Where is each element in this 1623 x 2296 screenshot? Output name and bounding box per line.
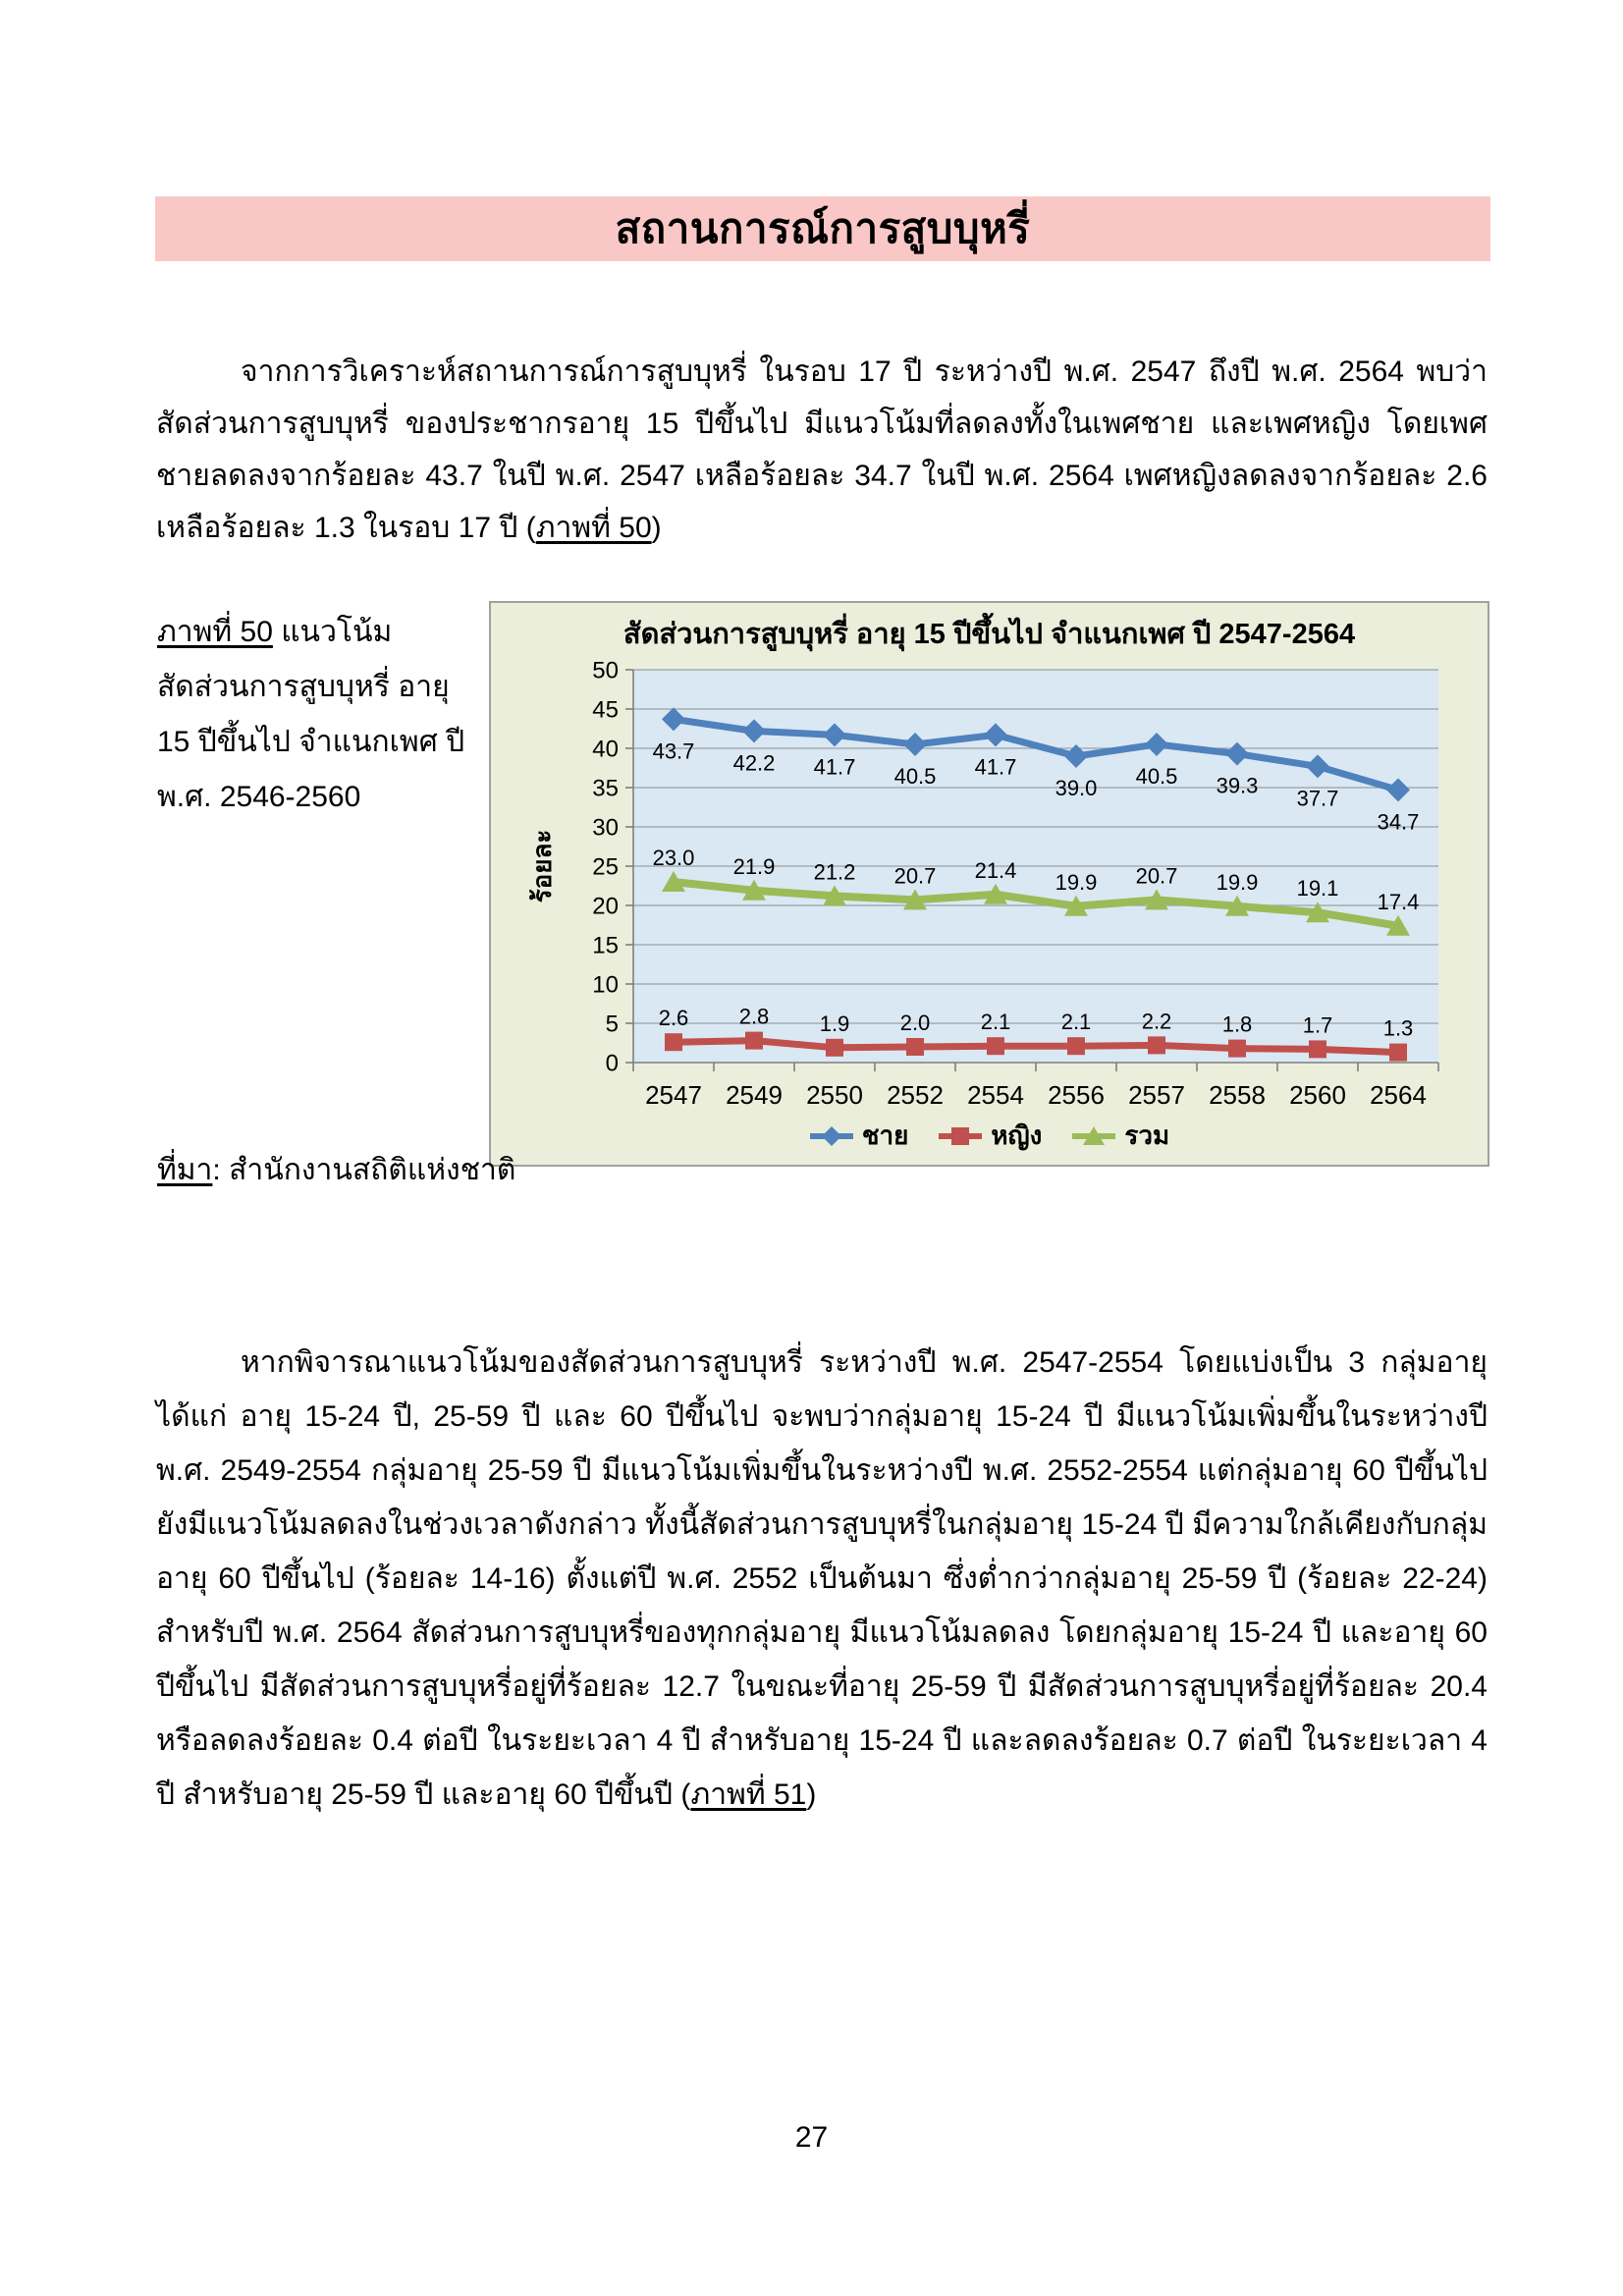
chart-legend xyxy=(491,1116,1488,1156)
data-label: 21.9 xyxy=(732,853,776,879)
paragraph-analysis-text: หากพิจารณาแนวโน้มของสัดส่วนการสูบบุหรี่ ระหว่างปี พ.ศ. 2547-2554 โดยแบ่งเป็น 3 กลุ่มอายุ ได้แก่ อายุ 15-24 ปี, 25-59 ปี และ 60 ปีขึ้นไป จะพบว่ากลุ่มอายุ 15-24 ปี มีแนวโน้มเพิ่มขึ้นในระหว่างปี พ.ศ. 2549-2554 กลุ่มอายุ 25-59 ปี มีแนวโน้มเพิ่มขึ้นในระหว่างปี พ.ศ. 2552-2554 แต่กลุ่มอายุ 60 ปีขึ้นไป ยังมีแนวโน้มลดลงในช่วงเวลาดังกล่าว ทั้งนี้สัดส่วนการสูบบุหรี่ในกลุ่มอายุ 15-24 ปี มีความใกล้เคียงกับกลุ่มอายุ 60 ปีขึ้นไป (ร้อยละ 14-16) ตั้งแต่ปี พ.ศ. 2552 เป็นต้นมา ซึ่งต่ำกว่ากลุ่มอายุ 25-59 ปี (ร้อยละ 22-24) สำหรับปี พ.ศ. 2564 สัดส่วนการสูบบุหรี่ของทุกกลุ่มอายุ มีแนวโน้มลดลง โดยกลุ่มอายุ 15-24 ปี และอายุ 60 ปีขึ้นไป มีสัดส่วนการสูบบุหรี่อยู่ที่ร้อยละ 12.7 ในขณะที่อายุ 25-59 ปี มีสัดส่วนการสูบบุหรี่อยู่ที่ร้อยละ 20.4 หรือลดลงร้อยละ 0.4 ต่อปี ในระยะเวลา 4 ปี สำหรับอายุ 15-24 ปี และลดลงร้อยละ 0.7 ต่อปี ในระยะเวลา 4 ปี สำหรับอายุ 25-59 ปี และอายุ 60 ปีขึ้นปี ( xyxy=(156,1346,1488,1811)
data-label: 2.6 xyxy=(658,1006,689,1031)
marker-square xyxy=(826,1039,843,1057)
legend-marker-triangle-icon xyxy=(1071,1123,1116,1149)
data-label: 2.0 xyxy=(899,1011,931,1035)
marker-square xyxy=(906,1038,924,1056)
y-tick-label: 15 xyxy=(592,932,619,959)
data-label: 41.7 xyxy=(813,754,856,780)
marker-square xyxy=(1389,1044,1407,1062)
data-label: 1.9 xyxy=(819,1011,850,1036)
data-label: 1.8 xyxy=(1221,1011,1253,1037)
data-label: 19.9 xyxy=(1055,869,1098,895)
x-tick-label: 2557 xyxy=(1128,1080,1185,1110)
data-label: 34.7 xyxy=(1377,809,1420,835)
data-label: 2.8 xyxy=(738,1004,770,1029)
x-tick-label: 2554 xyxy=(967,1080,1024,1110)
data-label: 21.2 xyxy=(813,859,856,885)
x-tick-label: 2552 xyxy=(887,1080,944,1110)
data-label: 21.4 xyxy=(974,857,1017,883)
section-banner xyxy=(155,196,1490,261)
marker-square xyxy=(1148,1036,1165,1054)
legend-item-หญิง xyxy=(938,1116,1042,1156)
y-tick-label: 35 xyxy=(592,775,619,802)
marker-square xyxy=(1067,1037,1085,1055)
data-label: 19.9 xyxy=(1216,869,1259,895)
data-label: 41.7 xyxy=(974,754,1017,780)
section-title: สถานการณ์การสูบบุหรี่ xyxy=(615,205,1031,251)
x-tick-label: 2558 xyxy=(1209,1080,1266,1110)
marker-square xyxy=(665,1033,682,1051)
y-tick-label: 0 xyxy=(605,1050,619,1077)
data-label: 2.1 xyxy=(980,1010,1011,1035)
marker-square xyxy=(987,1037,1004,1055)
y-tick-label: 30 xyxy=(592,814,619,842)
legend-item-ชาย xyxy=(809,1116,908,1156)
data-label: 37.7 xyxy=(1296,786,1339,811)
paragraph-intro xyxy=(156,346,1488,554)
y-tick-label: 45 xyxy=(592,696,619,724)
data-label: 19.1 xyxy=(1296,876,1339,902)
data-label: 2.2 xyxy=(1141,1009,1172,1034)
paragraph-analysis xyxy=(156,1336,1488,1822)
figure-51-reference: ภาพที่ 51 xyxy=(690,1778,807,1811)
data-label: 20.7 xyxy=(1135,863,1178,889)
data-label: 39.0 xyxy=(1055,776,1098,800)
figure-caption-ref: ภาพที่ 50 xyxy=(157,616,273,648)
data-label: 1.3 xyxy=(1382,1015,1414,1041)
x-tick-label: 2564 xyxy=(1370,1080,1427,1110)
data-label: 17.4 xyxy=(1377,889,1420,914)
y-tick-label: 10 xyxy=(592,971,619,999)
y-tick-label: 50 xyxy=(592,657,619,684)
data-label: 23.0 xyxy=(652,846,695,870)
y-tick-label: 5 xyxy=(605,1011,619,1038)
legend-item-รวม xyxy=(1071,1116,1169,1156)
x-tick-label: 2549 xyxy=(726,1080,783,1110)
marker-square xyxy=(1309,1040,1326,1058)
x-tick-label: 2556 xyxy=(1048,1080,1105,1110)
paragraph-intro-closing: ) xyxy=(651,512,662,544)
page-number: 27 xyxy=(794,2121,829,2154)
data-label: 40.5 xyxy=(1135,764,1178,789)
paragraph-intro-text: จากการวิเคราะห์สถานการณ์การสูบบุหรี่ ในรอบ 17 ปี ระหว่างปี พ.ศ. 2547 ถึงปี พ.ศ. 2564 พบว่าสัดส่วนการสูบบุหรี่ ของประชากรอายุ 15 ปีขึ้นไป มีแนวโน้มที่ลดลงทั้งในเพศชาย และเพศหญิง โดยเพศชายลดลงจากร้อยละ 43.7 ในปี พ.ศ. 2547 เหลือร้อยละ 34.7 ในปี พ.ศ. 2564 เพศหญิงลดลงจากร้อยละ 2.6 เหลือร้อยละ 1.3 ในรอบ 17 ปี ( xyxy=(156,355,1488,544)
legend-label: รวม xyxy=(1124,1121,1170,1150)
data-label: 2.1 xyxy=(1060,1010,1092,1035)
source-label: ที่มา xyxy=(157,1154,213,1186)
legend-marker-diamond-icon xyxy=(809,1123,854,1149)
legend-label: ชาย xyxy=(861,1121,909,1150)
data-label: 1.7 xyxy=(1302,1012,1333,1038)
y-tick-label: 25 xyxy=(592,853,619,881)
source-line xyxy=(157,1147,515,1193)
marker-square xyxy=(1228,1040,1246,1058)
legend-marker-square-icon xyxy=(938,1123,983,1149)
data-label: 20.7 xyxy=(893,863,937,889)
chart-title: สัดส่วนการสูบบุหรี่ อายุ 15 ปีขึ้นไป จำแนกเพศ ปี 2547-2564 xyxy=(622,619,1356,650)
data-label: 42.2 xyxy=(732,750,776,776)
x-tick-label: 2560 xyxy=(1289,1080,1346,1110)
source-text: : สำนักงานสถิติแห่งชาติ xyxy=(212,1154,516,1186)
x-tick-label: 2547 xyxy=(645,1080,702,1110)
figure-50-reference: ภาพที่ 50 xyxy=(535,512,652,544)
x-tick-label: 2550 xyxy=(806,1080,863,1110)
data-label: 39.3 xyxy=(1216,773,1259,798)
y-tick-label: 20 xyxy=(592,893,619,920)
data-label: 43.7 xyxy=(652,738,695,764)
paragraph-analysis-closing: ) xyxy=(806,1778,817,1811)
smoking-trend-chart: สัดส่วนการสูบบุหรี่ อายุ 15 ปีขึ้นไป จำแนกเพศ ปี 2547-2564 ร้อยละ 0 5 10 15 20 25 30 35 40 45 50 2547 2549 2550 2552 2554 2556 2557 2558 2560 2564 43.7 42.2 41.7 40.5 41.7 39.0 40.5 39.3 37.7 34.7 2.6 2.8 1.9 2.0 2.1 2.1 2.2 1.8 1.7 1.3 23.0 21.9 21.2 20.7 21.4 19.9 20.7 19.9 19.1 17.4 ชาย หญิง รวม xyxy=(489,601,1489,1167)
figure-caption-text: แนวโน้มสัดส่วนการสูบบุหรี่ อายุ 15 ปีขึ้นไป จำแนกเพศ ปี พ.ศ. 2546-2560 xyxy=(157,616,465,813)
data-label: 40.5 xyxy=(893,764,937,789)
figure-caption xyxy=(157,605,481,825)
legend-label: หญิง xyxy=(991,1121,1043,1150)
y-tick-label: 40 xyxy=(592,736,619,763)
marker-square xyxy=(745,1032,763,1050)
chart-plot xyxy=(491,603,1488,1165)
